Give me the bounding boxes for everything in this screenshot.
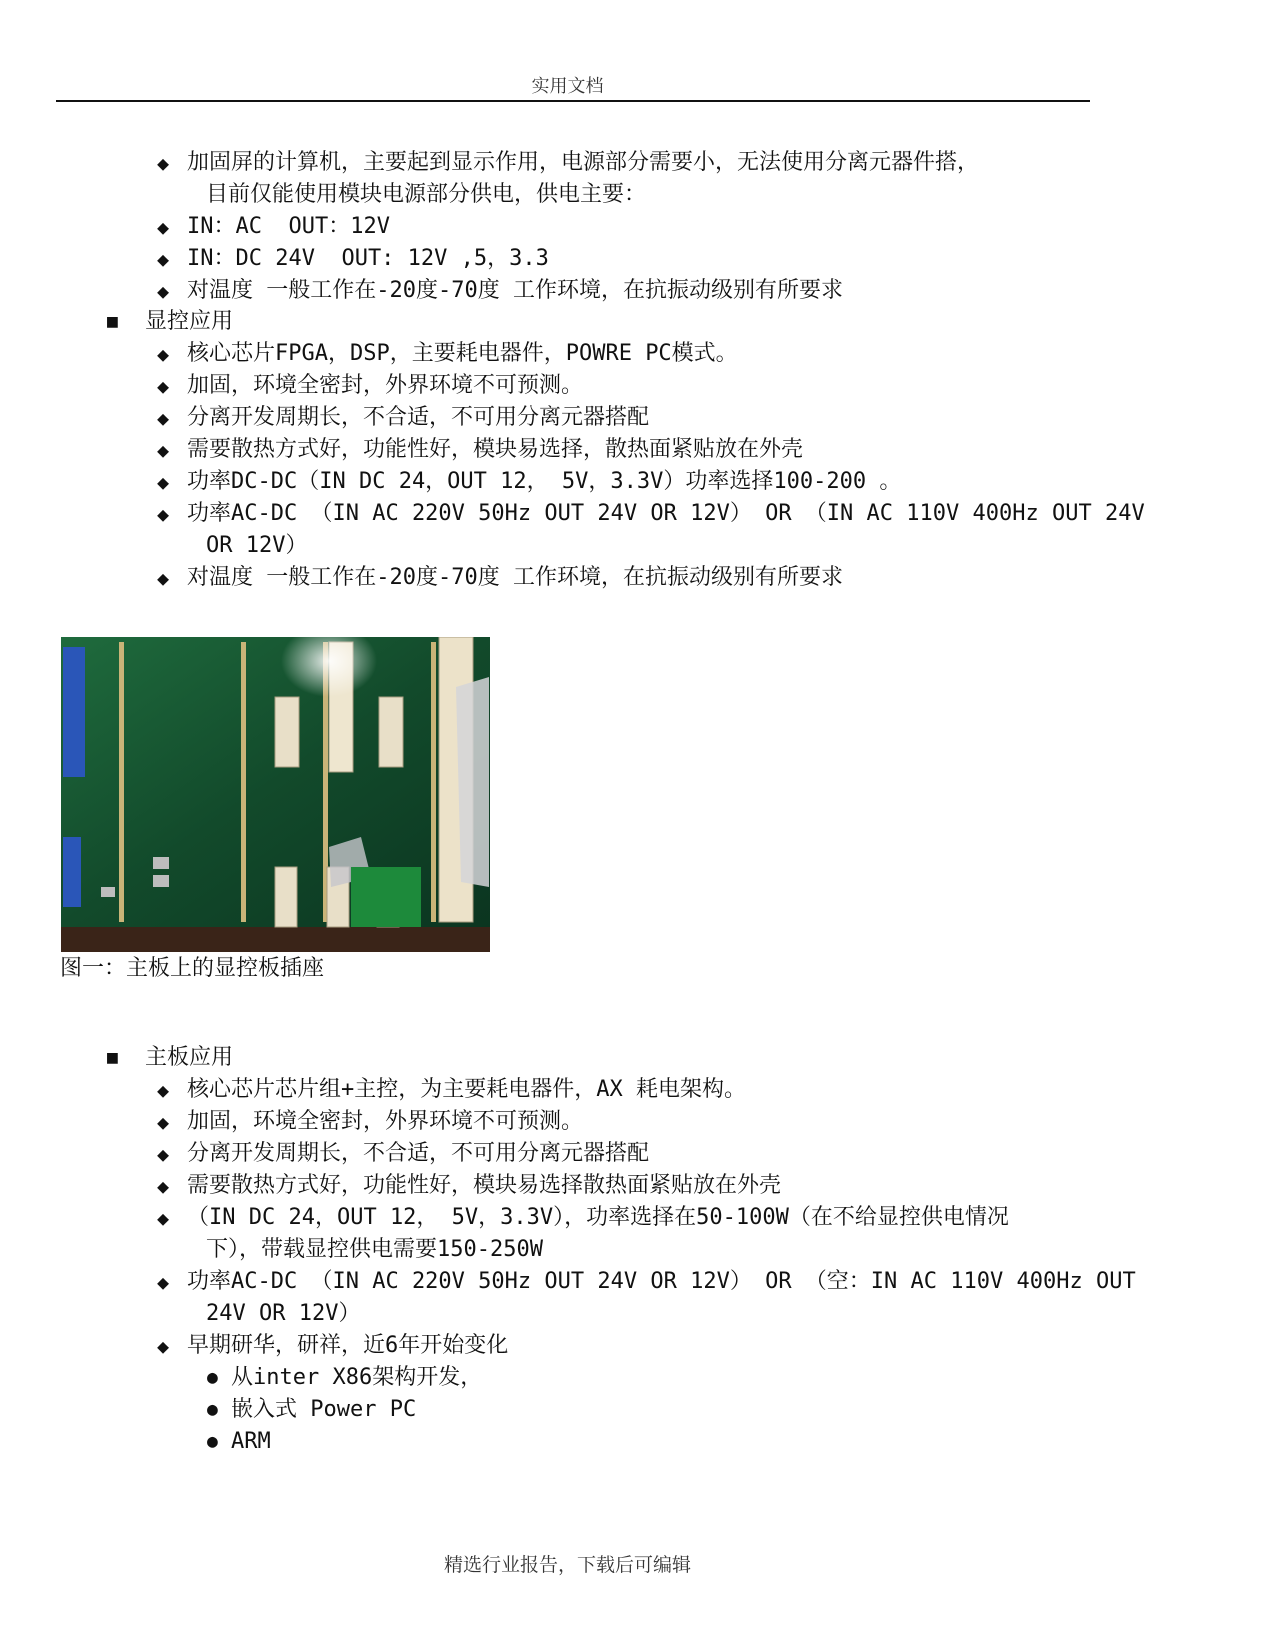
intro-item-4: 对温度 一般工作在-20度-70度 工作环境，在抗振动级别有所要求	[187, 278, 843, 303]
intro-item-2: IN：AC OUT：12V	[187, 214, 390, 239]
mainboard-subitem-1: 从inter X86架构开发，	[231, 1365, 483, 1390]
bullet-diamond-icon: ◆	[157, 1110, 170, 1134]
bullet-diamond-icon: ◆	[157, 342, 170, 366]
mainboard-item-5-line1: （IN DC 24，OUT 12， 5V，3.3V），功率选择在50-100W（在不给显控供电情况	[187, 1205, 1009, 1230]
mainboard-item-6-line1: 功率AC-DC （IN AC 220V 50Hz OUT 24V OR 12V） OR （空：IN AC 110V 400Hz OUT	[187, 1269, 1136, 1294]
bullet-diamond-icon: ◆	[157, 1078, 170, 1102]
bullet-diamond-icon: ◆	[157, 470, 170, 494]
bullet-diamond-icon: ◆	[157, 566, 170, 590]
mainboard-item-2: 加固，环境全密封，外界环境不可预测。	[187, 1109, 584, 1134]
mainboard-item-4: 需要散热方式好，功能性好，模块易选择散热面紧贴放在外壳	[187, 1173, 782, 1198]
bullet-dot-icon: ●	[207, 1399, 218, 1420]
bullet-dot-icon: ●	[207, 1367, 218, 1388]
display-item-4: 需要散热方式好，功能性好，模块易选择，散热面紧贴放在外壳	[187, 437, 804, 462]
display-item-3: 分离开发周期长，不合适，不可用分离元器搭配	[187, 405, 650, 430]
mainboard-subitem-2: 嵌入式 Power PC	[231, 1397, 417, 1422]
bullet-diamond-icon: ◆	[157, 502, 170, 526]
bullet-diamond-icon: ◆	[157, 247, 170, 271]
mainboard-section-title: 主板应用	[145, 1045, 234, 1070]
display-section-title: 显控应用	[145, 309, 234, 334]
bullet-diamond-icon: ◆	[157, 438, 170, 462]
mainboard-item-7: 早期研华，研祥，近6年开始变化	[187, 1333, 509, 1358]
display-item-6-line2: OR 12V）	[206, 533, 308, 558]
bullet-diamond-icon: ◆	[157, 151, 170, 175]
page-header-title: 实用文档	[531, 76, 604, 97]
display-item-6-line1: 功率AC-DC （IN AC 220V 50Hz OUT 24V OR 12V） OR （IN AC 110V 400Hz OUT 24V	[187, 501, 1145, 526]
display-item-5: 功率DC-DC（IN DC 24，OUT 12， 5V，3.3V）功率选择100-200 。	[187, 469, 902, 494]
bullet-dot-icon: ●	[207, 1431, 218, 1452]
board-connector-photo	[61, 637, 490, 952]
bullet-diamond-icon: ◆	[157, 279, 170, 303]
bullet-diamond-icon: ◆	[157, 1174, 170, 1198]
header-divider	[56, 100, 1090, 102]
bullet-diamond-icon: ◆	[157, 1142, 170, 1166]
section-square-icon: ■	[107, 1047, 118, 1068]
bullet-diamond-icon: ◆	[157, 215, 170, 239]
section-square-icon: ■	[107, 311, 118, 332]
page-footer: 精选行业报告，下载后可编辑	[443, 1554, 691, 1576]
mainboard-item-5-line2: 下），带载显控供电需要150-250W	[206, 1237, 543, 1262]
bullet-diamond-icon: ◆	[157, 1206, 170, 1230]
bullet-diamond-icon: ◆	[157, 406, 170, 430]
mainboard-subitem-3: ARM	[231, 1429, 271, 1454]
intro-item-3: IN：DC 24V OUT: 12V ,5，3.3	[187, 246, 549, 271]
figure-caption: 图一：主板上的显控板插座	[60, 956, 325, 981]
bullet-diamond-icon: ◆	[157, 1334, 170, 1358]
display-item-2: 加固，环境全密封，外界环境不可预测。	[187, 373, 584, 398]
mainboard-item-1: 核心芯片芯片组+主控，为主要耗电器件，AX 耗电架构。	[187, 1077, 746, 1102]
mainboard-item-6-line2: 24V OR 12V）	[206, 1301, 361, 1326]
display-item-1: 核心芯片FPGA，DSP，主要耗电器件，POWRE PC模式。	[187, 341, 738, 366]
bullet-diamond-icon: ◆	[157, 374, 170, 398]
intro-item-1-line2: 目前仅能使用模块电源部分供电，供电主要：	[206, 182, 647, 207]
bullet-diamond-icon: ◆	[157, 1270, 170, 1294]
display-item-7: 对温度 一般工作在-20度-70度 工作环境，在抗振动级别有所要求	[187, 565, 843, 590]
intro-item-1-line1: 加固屏的计算机，主要起到显示作用，电源部分需要小，无法使用分离元器件搭，	[187, 150, 980, 175]
mainboard-item-3: 分离开发周期长，不合适，不可用分离元器搭配	[187, 1141, 650, 1166]
